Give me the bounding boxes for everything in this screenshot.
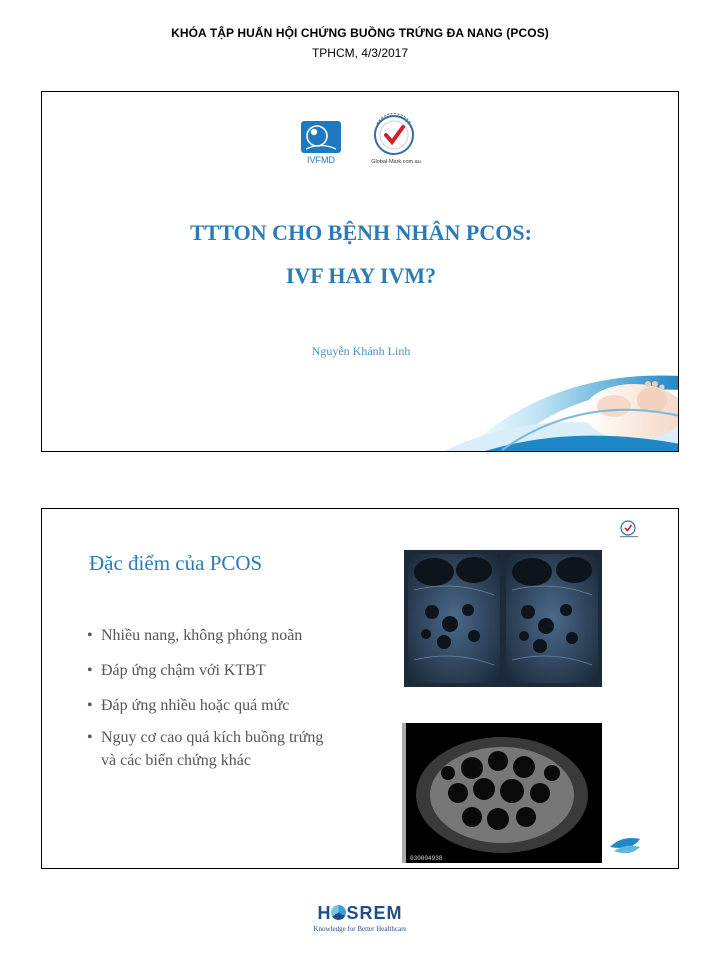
hosrem-footer-logo: H SREM Knowledge for Better Healthcare	[0, 903, 720, 933]
slide1-author: Nguyễn Khánh Linh	[311, 344, 411, 358]
document-header	[0, 26, 720, 60]
ivfmd-logo	[300, 120, 342, 166]
ultrasound-image-top	[404, 550, 602, 687]
slide1-title-line1: TTTON CHO BỆNH NHÂN PCOS:	[190, 220, 532, 245]
document-subtitle: TPHCM, 4/3/2017	[311, 46, 409, 60]
leaf-logo	[608, 835, 642, 857]
slide1-title-line2: IVF HAY IVM?	[285, 263, 437, 288]
bullet-item: • Đáp ứng nhiều hoặc quá mức	[87, 697, 290, 714]
ultrasound-image-bottom	[402, 723, 602, 863]
svg-text:030004938: 030004938	[410, 855, 443, 862]
slide-2	[41, 508, 679, 869]
bullet-item: • Nhiều nang, không phóng noãn	[87, 627, 303, 644]
baby-feet-wave-graphic	[402, 354, 679, 452]
hosrem-o-icon	[331, 905, 346, 920]
bullet-list	[87, 627, 387, 775]
document-title: KHÓA TẬP HUẤN HỘI CHỨNG BUỒNG TRỨNG ĐA NANG (PCOS)	[171, 26, 549, 40]
global-mark-small-logo	[616, 519, 642, 539]
global-mark-logo	[362, 110, 434, 168]
bullet-item: • Nguy cơ cao quá kích buồng trứng và các biến chứng khác	[87, 729, 324, 769]
slide-1	[41, 91, 679, 452]
svg-text:IVFMD: IVFMD	[307, 155, 335, 165]
slide2-heading: Đặc điểm của PCOS	[89, 551, 263, 575]
hosrem-tagline: Knowledge for Better Healthcare	[313, 925, 407, 933]
svg-text:Global-Mark.com.au: Global-Mark.com.au	[371, 159, 421, 165]
bullet-item: • Đáp ứng chậm với KTBT	[87, 662, 266, 679]
